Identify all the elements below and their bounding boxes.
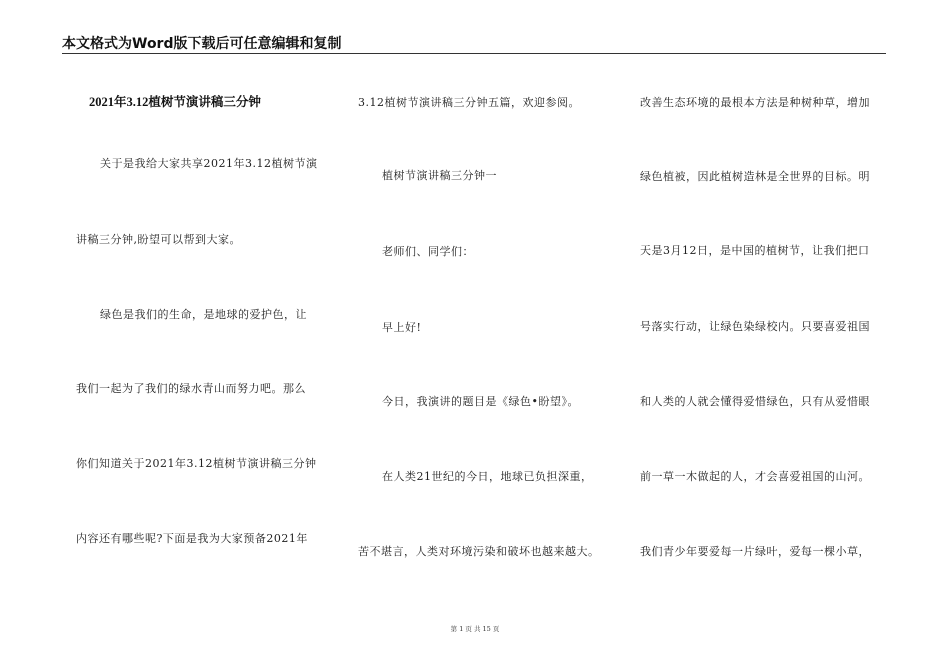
document-header: 本文格式为Word版下载后可任意编辑和复制 [62,36,342,52]
section-heading: 植树节演讲稿三分钟一 [382,169,497,182]
paragraph-line: 绿色是我们的生命，是地球的爱护色，让 [100,308,307,321]
paragraph-line: 你们知道关于2021年3.12植树节演讲稿三分钟 [76,457,317,470]
paragraph-line: 和人类的人就会懂得爱惜绿色，只有从爱惜眼 [640,395,870,408]
paragraph-line: 我们青少年要爱每一片绿叶，爱每一棵小草， [640,545,870,558]
header-divider [62,53,886,54]
paragraph-line: 讲稿三分钟,盼望可以帮到大家。 [76,233,241,246]
page-number-footer: 第 1 页 共 15 页 [450,625,500,633]
paragraph-line: 前一草一木做起的人，才会喜爱祖国的山河。 [640,470,870,483]
paragraph-line: 我们一起为了我们的绿水青山而努力吧。那么 [76,382,306,395]
paragraph-line: 改善生态环境的最根本方法是种树种草，增加 [640,96,870,109]
paragraph-line: 早上好! [382,321,422,334]
paragraph-line: 天是3月12日，是中国的植树节，让我们把口 [640,244,870,257]
paragraph-line: 苦不堪言，人类对环境污染和破坏也越来越大。 [358,545,600,558]
paragraph-line: 号落实行动，让绿色染绿校内。只要喜爱祖国 [640,320,870,333]
paragraph-line: 内容还有哪些呢?下面是我为大家预备2021年 [76,532,308,545]
paragraph-line: 关于是我给大家共享2021年3.12植树节演 [100,157,318,170]
paragraph-line: 绿色植被，因此植树造林是全世界的目标。明 [640,170,870,183]
article-title: 2021年3.12植树节演讲稿三分钟 [89,95,261,109]
paragraph-line: 老师们、同学们： [382,245,474,258]
paragraph-line: 在人类21世纪的今日，地球已负担深重， [382,470,593,483]
paragraph-line: 今日，我演讲的题目是《绿色•盼望》。 [382,395,579,408]
paragraph-line: 3.12植树节演讲稿三分钟五篇，欢迎参阅。 [358,96,580,109]
